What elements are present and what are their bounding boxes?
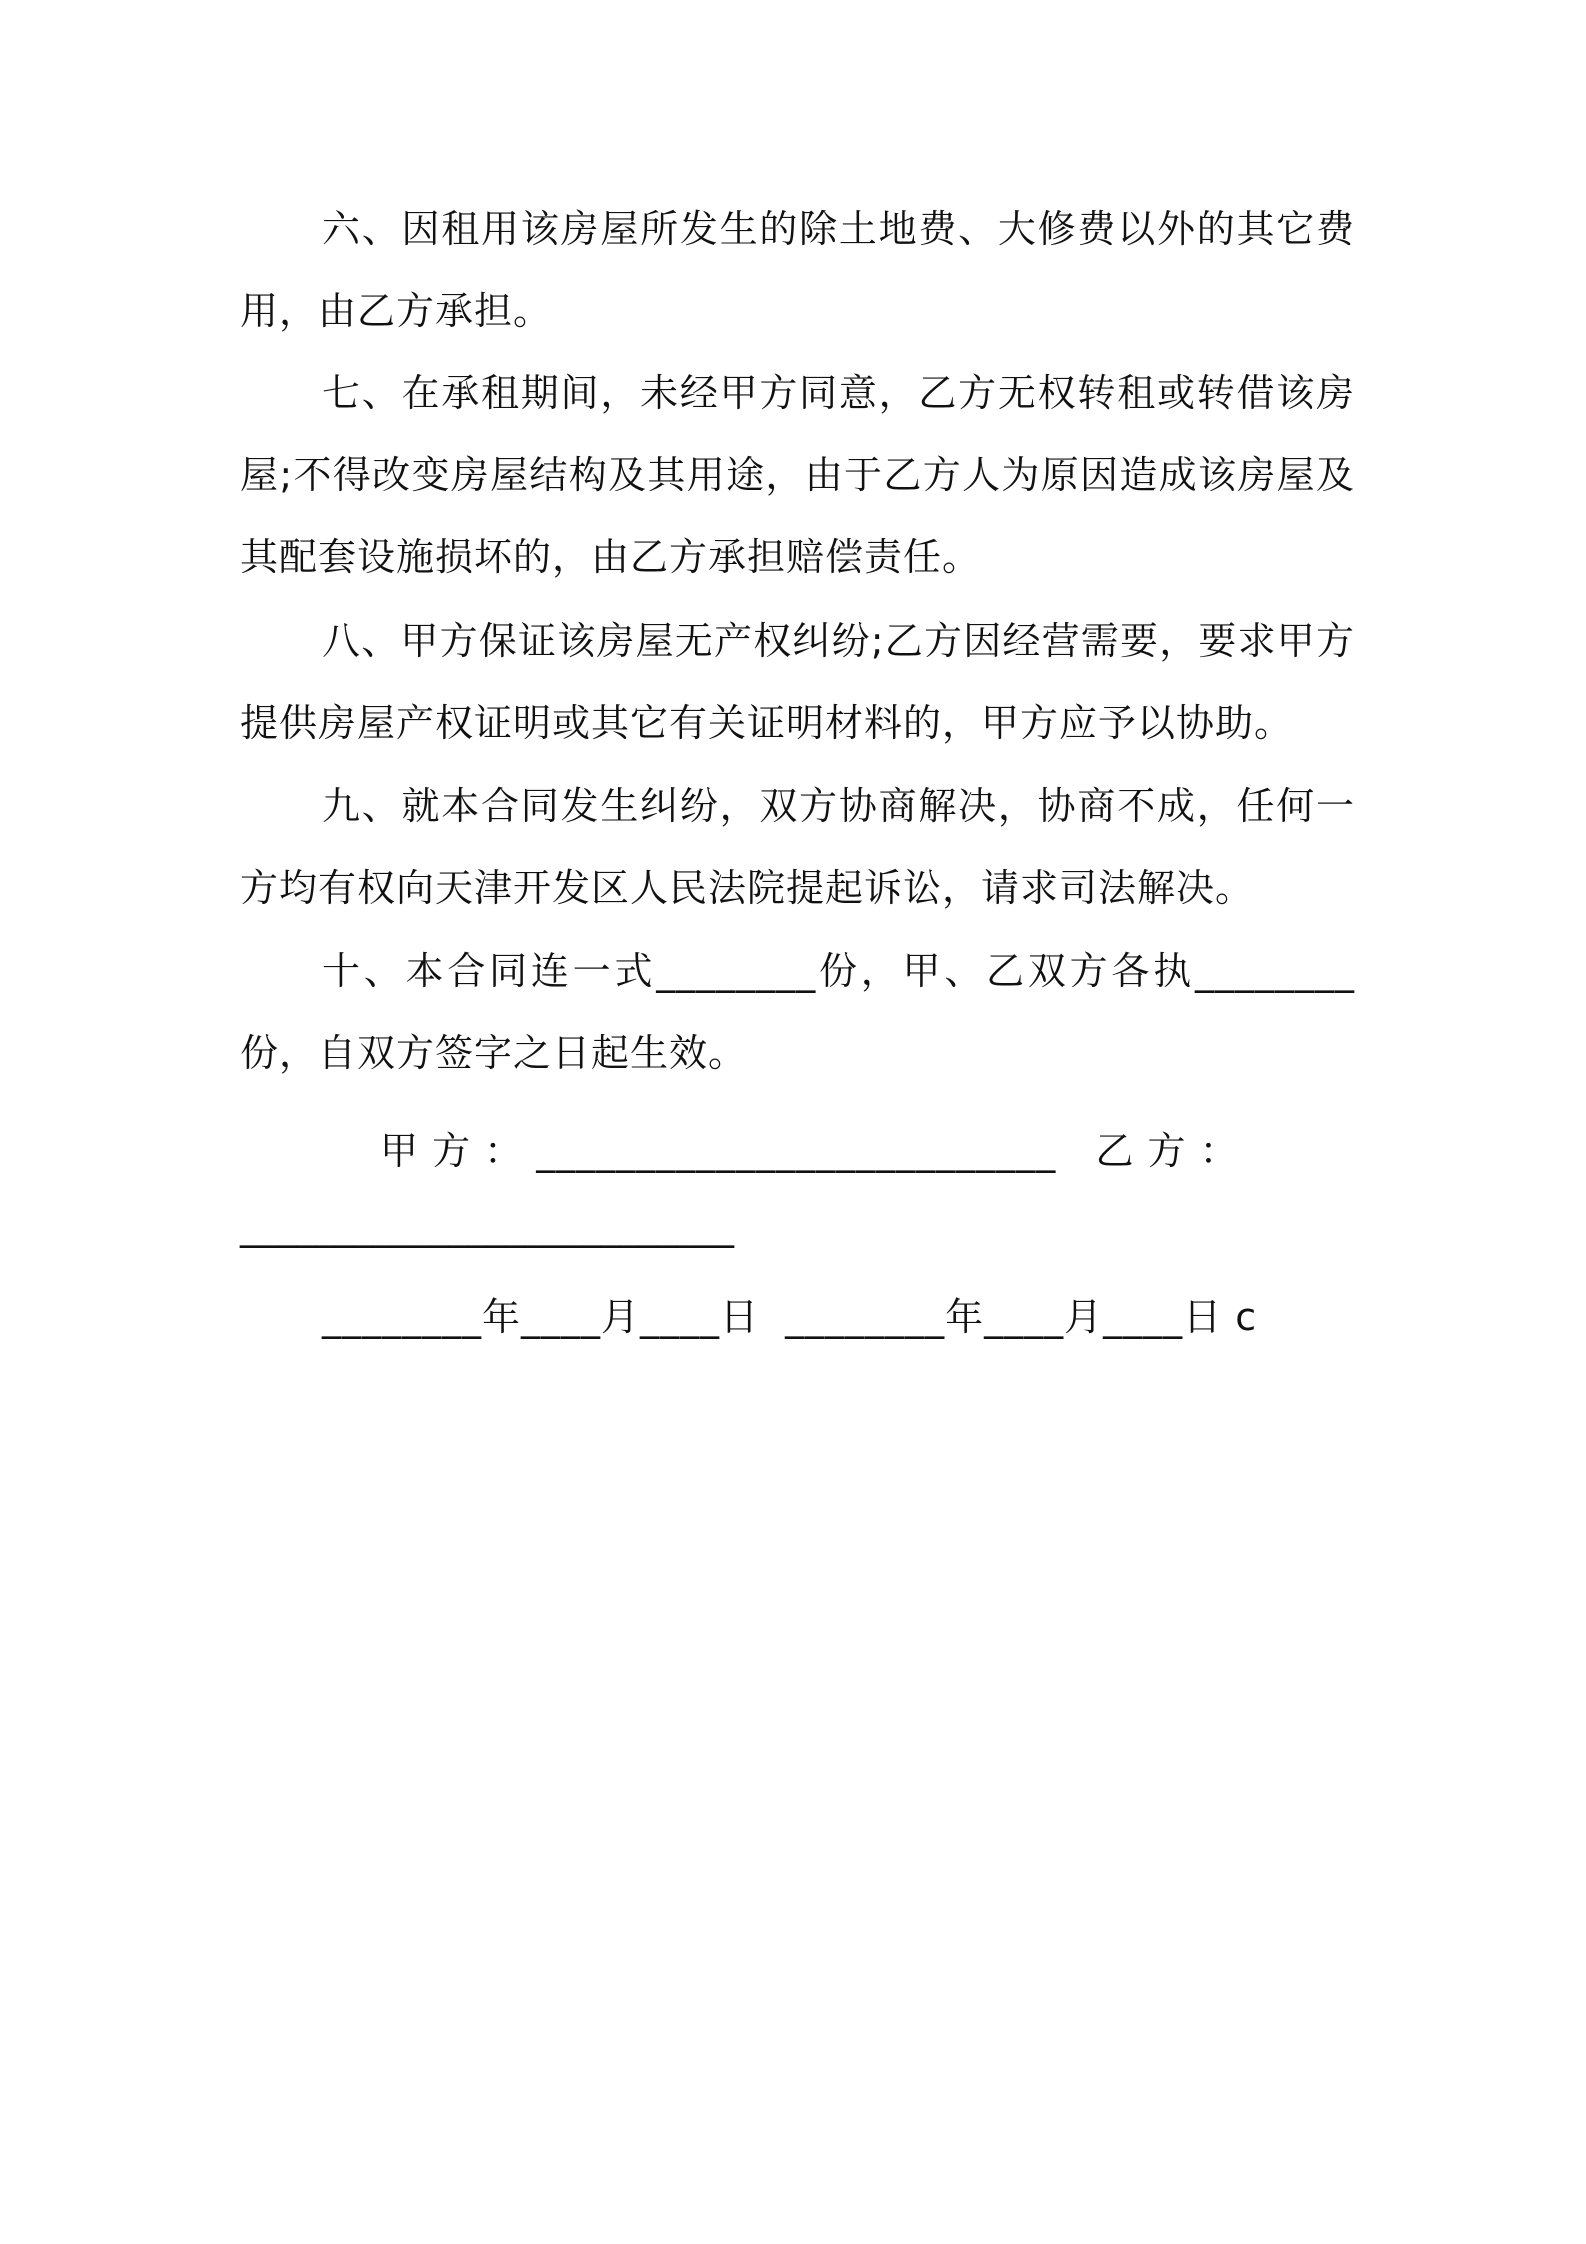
clause-nine: 九、就本合同发生纠纷，双方协商解决，协商不成，任何一方均有权向天津开发区人民法院提起诉讼，请求司法解决。 xyxy=(240,784,1355,910)
clause-six: 六、因租用该房屋所发生的除土地费、大修费以外的其它费用，由乙方承担。 xyxy=(240,207,1355,333)
signature-parties-line: 甲 方 ： __________________________ 乙 方 ： xyxy=(380,1129,1239,1173)
clause-ten: 十、本合同连一式________份，甲、乙双方各执________份，自双方签字之日起生效。 xyxy=(240,949,1355,1075)
clause-eight: 八、甲方保证该房屋无产权纠纷;乙方因经营需要，要求甲方提供房屋产权证明或其它有关证明材料的，甲方应予以协助。 xyxy=(240,619,1355,745)
signature-date-line: ________年____月____日 ________年____月____日 c xyxy=(322,1295,1258,1339)
clause-seven: 七、在承租期间，未经甲方同意，乙方无权转租或转借该房屋;不得改变房屋结构及其用途，由于乙方人为原因造成该房屋及其配套设施损坏的，由乙方承担赔偿责任。 xyxy=(240,371,1355,579)
signature-blank-line: __________________________ xyxy=(240,1204,734,1248)
